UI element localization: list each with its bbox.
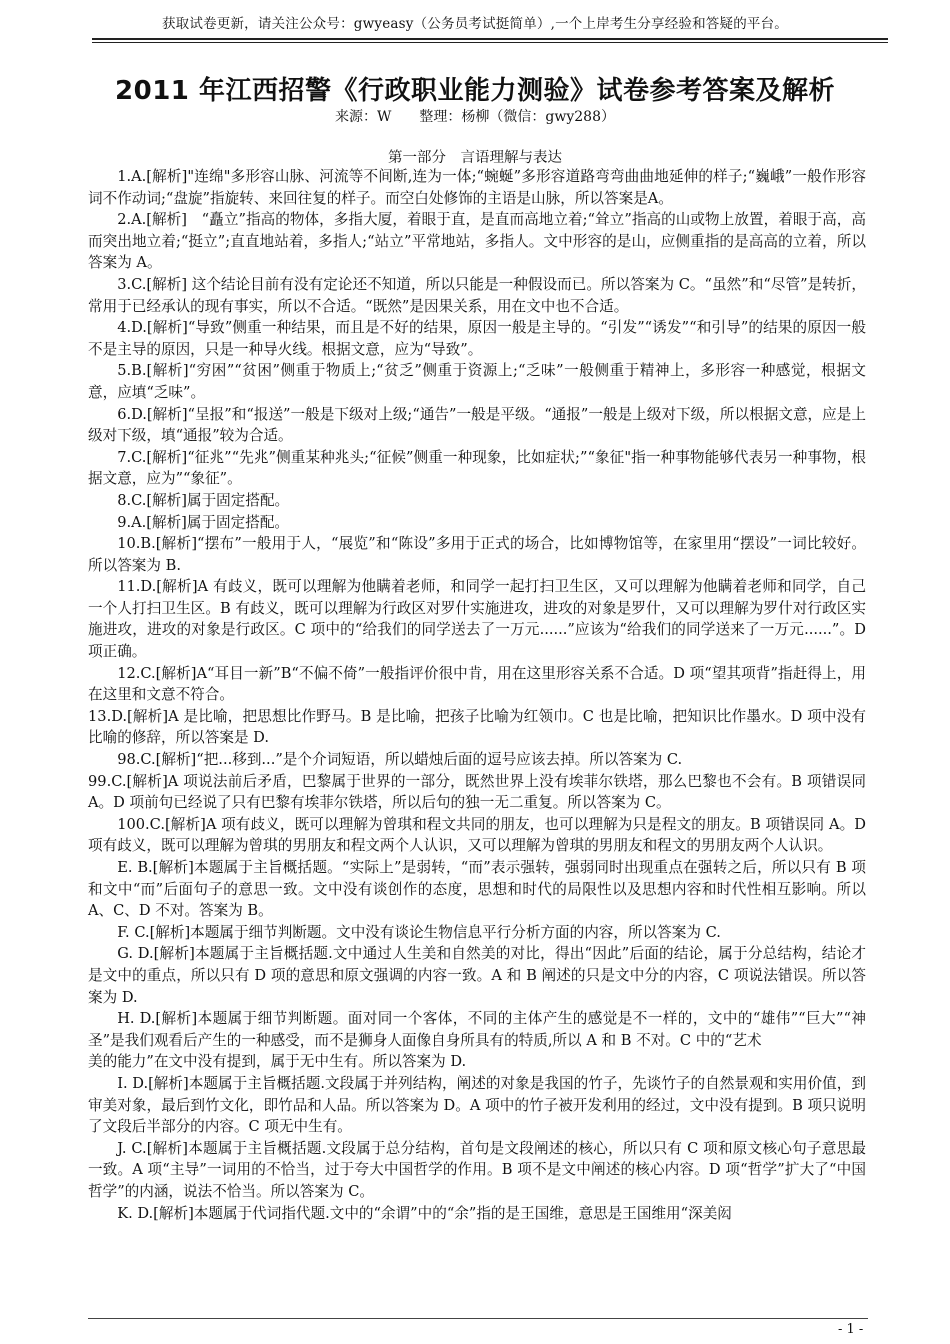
page-number: - 1 - <box>838 1322 864 1337</box>
answer-paragraph: 8.C.[解析]属于固定搭配。 <box>117 491 290 509</box>
source-line: 来源：W 整理：杨柳（微信：gwy288） <box>335 109 615 125</box>
answer-paragraph: 5.B.[解析]“穷困”“贫困”侧重于物质上;“贫乏”侧重于资源上;“乏味”一般侧重于精神上，多形容一种感觉，根据文意，应填“乏味”。 <box>88 362 866 401</box>
answer-paragraph: H. D.[解析]本题属于细节判断题。面对同一个客体，不同的主体产生的感觉是不一样的，文中的“雄伟”“巨大”“神圣”是我们观看后产生的一种感受，而不是狮身人面像自身所具有的特质,所以 A 和 B 不对。C 中的“艺术 <box>88 1010 866 1049</box>
answer-paragraph: 3.C.[解析] 这个结论目前有没有定论还不知道，所以只能是一种假设而已。所以答案为 C。“虽然”和“尽管”是转折，常用于已经承认的现有事实，所以不合适。“既然”是因果关系，用在文中也不合适。 <box>88 275 866 315</box>
answer-paragraph: J. C.[解析]本题属于主旨概括题.文段属于总分结构，首句是文段阐述的核心，所以只有 C 项和原文核心句子意思最一致。A 项“主导”一词用的不恰当，过于夸大中国哲学的作用。B 项不是文中阐述的核心内容。D 项“哲学”扩大了“中国哲学”的内涵，说法不恰当。所以答案为 C。 <box>88 1139 866 1200</box>
document-title: 2011 年江西招警《行政职业能力测验》试卷参考答案及解析 <box>115 76 835 106</box>
answer-paragraph: 美的能力”在文中没有提到，属于无中生有。所以答案为 D. <box>88 1053 467 1071</box>
answer-paragraph: F. C.[解析]本题属于细节判断题。文中没有谈论生物信息平行分析方面的内容，所以答案为 C. <box>117 923 721 941</box>
answer-paragraph: 98.C.[解析]“把...移到...”是个介词短语，所以蜡烛后面的逗号应该去掉。所以答案为 C. <box>117 751 683 769</box>
answer-paragraph: 6.D.[解析]“呈报”和“报送”一般是下级对上级;“通告”一般是平级。“通报”一般是上级对下级，所以根据文意，应是上级对下级，填“通报”较为合适。 <box>88 405 866 445</box>
answer-paragraph: 13.D.[解析]A 是比喻，把思想比作野马。B 是比喻，把孩子比喻为红领巾。C 也是比喻，把知识比作墨水。D 项中没有比喻的修辞，所以答案是 D. <box>88 707 866 747</box>
footer-divider <box>88 1318 868 1319</box>
answer-paragraph: 2.A.[解析] “矗立”指高的物体，多指大厦，着眼于直，是直而高地立着;“耸立”指高的山或物上放置，着眼于高，高而突出地立着;“挺立”;直直地站着，多指人;“站立”平常地站，多指人。文中形容的是山，应侧重指的是高高的立着，所以答案为 A。 <box>88 211 866 272</box>
answer-paragraph: 10.B.[解析]“摆布”一般用于人，“展览”和“陈设”多用于正式的场合，比如博物馆等，在家里用“摆设”一词比较好。所以答案为 B. <box>88 535 866 574</box>
section-title: 第一部分 言语理解与表达 <box>388 150 562 166</box>
answer-paragraph: 100.C.[解析]A 项有歧义，既可以理解为曾琪和程文共同的朋友，也可以理解为只是程文的朋友。B 项错误同 A。D 项有歧义，既可以理解为曾琪的男朋友和程文两个人认识，又可以理解为曾琪的男朋友和程文的男朋友两个人认识。 <box>88 815 866 855</box>
answer-paragraph: E. B.[解析]本题属于主旨概括题。“实际上”是弱转，“而”表示强转，强弱同时出现重点在强转之后，所以只有 B 项和文中“而”后面句子的意思一致。文中没有谈创作的态度，思想和时代的局限性以及思想内容和时代性相互影响。所以 A、C、D 不对。答案为 B。 <box>88 859 866 920</box>
header-notice: 获取试卷更新，请关注公众号：gwyeasy（公务员考试挺简单）,一个上岸考生分享经验和答疑的平台。 <box>161 16 788 32</box>
answer-paragraph: 12.C.[解析]A“耳目一新”B“不偏不倚”一般指评价很中肯，用在这里形容关系不合适。D 项“望其项背”指赶得上，用在这里和文意不符合。 <box>88 664 866 704</box>
answer-paragraph: 9.A.[解析]属于固定搭配。 <box>117 513 290 531</box>
header-divider <box>92 38 888 40</box>
answer-paragraph: 4.D.[解析]“导致”侧重一种结果，而且是不好的结果，原因一般是主导的。“引发”“诱发”“和引导”的结果的原因一般不是主导的原因，只是一种导火线。根据文意，应为“导致”。 <box>88 319 866 358</box>
answer-paragraph: 7.C.[解析]“征兆”“先兆”侧重某种兆头;“征候”侧重一种现象，比如症状;”“象征"指一种事物能够代表另一种事物，根据文意，应为”“象征”。 <box>88 448 866 488</box>
answer-paragraph: 99.C.[解析]A 项说法前后矛盾，巴黎属于世界的一部分，既然世界上没有埃菲尔铁塔，那么巴黎也不会有。B 项错误同 A。D 项前句已经说了只有巴黎有埃菲尔铁塔，所以后句的独一无二重复。所以答案为 C。 <box>88 772 866 812</box>
answer-paragraph: 11.D.[解析]A 有歧义，既可以理解为他瞒着老师，和同学一起打扫卫生区，又可以理解为他瞒着老师和同学，自己一个人打扫卫生区。B 有歧义，既可以理解为行政区对罗什实施进攻，进攻的对象是罗什，又可以理解为罗什对行政区实施进攻，进攻的对象是行政区。C 项中的“给我们的同学送去了一万元......”应该为“给我们的同学送来了一万元......”。D 项正确。 <box>88 578 866 661</box>
answer-paragraph: K. D.[解析]本题属于代词指代题.文中的“余谓”中的“余”指的是王国维，意思是王国维用“深美闳 <box>117 1204 732 1222</box>
answer-paragraph: I. D.[解析]本题属于主旨概括题.文段属于并列结构，阐述的对象是我国的竹子，先谈竹子的自然景观和实用价值，到审美对象，最后到竹文化，即竹品和人品。所以答案为 D。A 项中的竹子被开发利用的经过，文中没有提到。B 项只说明了文段后半部分的内容。C 项无中生有。 <box>88 1074 866 1136</box>
header-divider-thin <box>92 42 888 43</box>
document-body <box>88 166 866 1224</box>
answer-paragraph: 1.A.[解析]"连绵"多形容山脉、河流等不间断,连为一体;“蜿蜒”多形容道路弯弯曲曲地延伸的样子;“巍峨”一般作形容词不作动词;“盘旋”指旋转、来回往复的样子。而空白处修饰的主语是山脉，所以答案是A。 <box>88 168 866 207</box>
answer-paragraph: G. D.[解析]本题属于主旨概括题.文中通过人生美和自然美的对比，得出“因此”后面的结论，属于分总结构，结论才是文中的重点，所以只有 D 项的意思和原文强调的内容一致。A 和 B 阐述的只是文中分的内容，C 项说法错误。所以答案为 D. <box>88 945 866 1006</box>
